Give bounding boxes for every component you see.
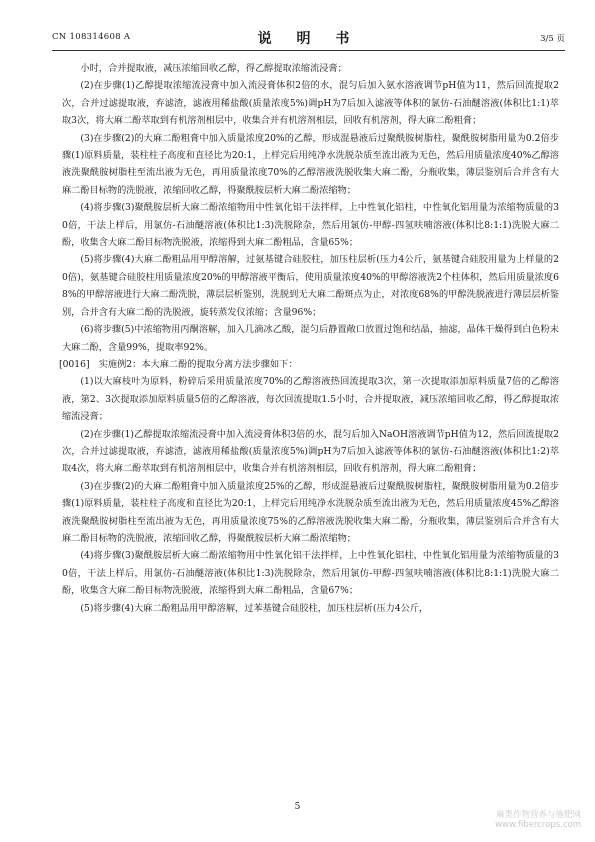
patent-number: CN 108314608 A <box>52 32 131 42</box>
header-divider <box>52 50 565 51</box>
paragraph: (1)以大麻枝叶为原料，粉碎后采用质量浓度70%的乙醇溶液热回流提取3次，第一次提取添加原料质量7倍的乙醇溶液，第2、3次提取添加原料质量5倍的乙醇溶液，每次回流提取1.5小时，合并提取液，减压浓缩回收乙醇，得乙醇提取浓缩流浸膏； <box>62 376 559 423</box>
paragraph: (2)在步骤(1)乙醇提取浓缩流浸膏中加入流浸膏体积2倍的水，混匀后加入氨水溶液调节pH值为11，然后回流提取2次，合并过滤提取液，弃滤渣，滤液用稀盐酸(质量浓度5%)调pH为7后加入滤液等体积的氯仿-石油醚溶液(体积比1:1)萃取3次，将大麻二酚萃取到有机溶剂相层中，收集合并有机溶剂相层，回收有机溶剂，得大麻二酚粗膏； <box>62 80 559 127</box>
numbered-paragraph: [0016] 实施例2：本大麻二酚的提取分离方法步骤如下： <box>59 358 298 370</box>
page-number: 5 <box>294 802 301 812</box>
section-title: 说 明 书 <box>257 31 360 47</box>
paragraph: (4)将步骤(3)聚酰胺层析大麻二酚浓缩物用中性氧化铝干法拌样，上中性氧化铝柱，中性氧化铝用量为浓缩物质量的30倍，干法上样后，用氯仿-石油醚溶液(体积比1:3)洗脱除杂，然后用氯仿-甲醇-四氢呋喃溶液(体积比8:1:1)洗脱大麻二酚，收集含大麻二酚目标物洗脱液，浓缩得到大麻二酚粗品，含量65%； <box>62 202 559 249</box>
watermark <box>495 810 581 830</box>
paragraph: (5)将步骤(4)大麻二酚粗品用甲醇溶解，过氨基键合硅胶柱，加压柱层析(压力4公斤，氨基键合硅胶用量为上样量的20倍)，氨基键合硅胶柱用质量浓度20%的甲醇溶液平衡后，使用质量浓度40%的甲醇溶液洗2个柱体积，然后用质量浓度68%的甲醇溶液进行大麻二酚洗脱，薄层层析鉴别，洗脱到无大麻二酚斑点为止，对浓度68%的甲醇洗脱液进行薄层层析鉴别，合并含有大麻二酚的洗脱液，旋转蒸发仪浓缩；含量96%； <box>62 254 559 318</box>
paragraph: (2)在步骤(1)乙醇提取浓缩流浸膏中加入流浸膏体积3倍的水，混匀后加入NaOH溶液调节pH值为12，然后回流提取2次，合并过滤提取液，弃滤渣，滤液用稀盐酸(质量浓度5%)调pH为7后加入滤液等体积的氯仿-石油醚溶液(体积比1:2)萃取4次，将大麻二酚萃取到有机溶剂相层中，收集合并有机溶剂相层，回收有机溶剂，得大麻二酚粗膏； <box>62 428 559 475</box>
watermark-title: 麻类作物营养与施肥网 <box>495 810 581 820</box>
paragraph: (6)将步骤(5)中浓缩物用丙酮溶解，加入几滴冰乙酸，混匀后静置敞口放置过饱和结晶，抽滤，晶体干燥得到白色粉末大麻二酚，含量99%，提取率92%。 <box>62 324 559 353</box>
paragraph: (4)将步骤(3)聚酰胺层析大麻二酚浓缩物用中性氧化铝干法拌样，上中性氧化铝柱，中性氧化铝用量为浓缩物质量的30倍，干法上样后，用氯仿-石油醚溶液(体积比1:3)洗脱除杂，然后用氯仿-甲醇-四氢呋喃溶液(体积比8:1:1)洗脱大麻二酚，收集含大麻二酚目标物洗脱液，浓缩得到大麻二酚粗品，含量67%； <box>62 550 559 597</box>
page-header <box>52 28 565 46</box>
paragraph: (5)将步骤(4)大麻二酚粗品用甲醇溶解，过苯基键合硅胶柱，加压柱层析(压力4公斤， <box>80 602 429 614</box>
page-indicator: 3/5 页 <box>540 34 565 44</box>
document-body <box>59 60 559 617</box>
paragraph: 小时，合并提取液，减压浓缩回收乙醇，得乙醇提取浓缩流浸膏； <box>80 63 347 74</box>
watermark-url: www.fibercrops.com <box>495 820 581 830</box>
paragraph: (3)在步骤(2)的大麻二酚粗膏中加入质量浓度20%的乙醇，形成混悬液后过聚酰胺树脂柱，聚酰胺树脂用量为0.2倍步骤(1)原料质量，装柱柱子高度和直径比为20:1，上样完后用纯净水洗脱杂质至流出液为无色，然后用质量浓度40%乙醇溶液洗聚酰胺树脂柱至流出液为无色，再用质量浓度70%的乙醇溶液洗脱收集大麻二酚，分瓶收集，薄层鉴别后合并含有大麻二酚目标物的洗脱液，浓缩回收乙醇，得聚酰胺层析大麻二酚浓缩物； <box>62 132 559 196</box>
paragraph: (3)在步骤(2)的大麻二酚粗膏中加入质量浓度25%的乙醇，形成混悬液后过聚酰胺树脂柱，聚酰胺树脂用量为0.2倍步骤(1)原料质量，装柱柱子高度和直径比为20:1，上样完后用纯净水洗脱杂质至流出液为无色，然后用质量浓度45%乙醇溶液洗聚酰胺树脂柱至流出液为无色，再用质量浓度75%的乙醇溶液洗脱收集大麻二酚，分瓶收集，薄层鉴别后合并含有大麻二酚目标物的洗脱液，浓缩回收乙醇，得聚酰胺层析大麻二酚浓缩物； <box>62 480 559 544</box>
